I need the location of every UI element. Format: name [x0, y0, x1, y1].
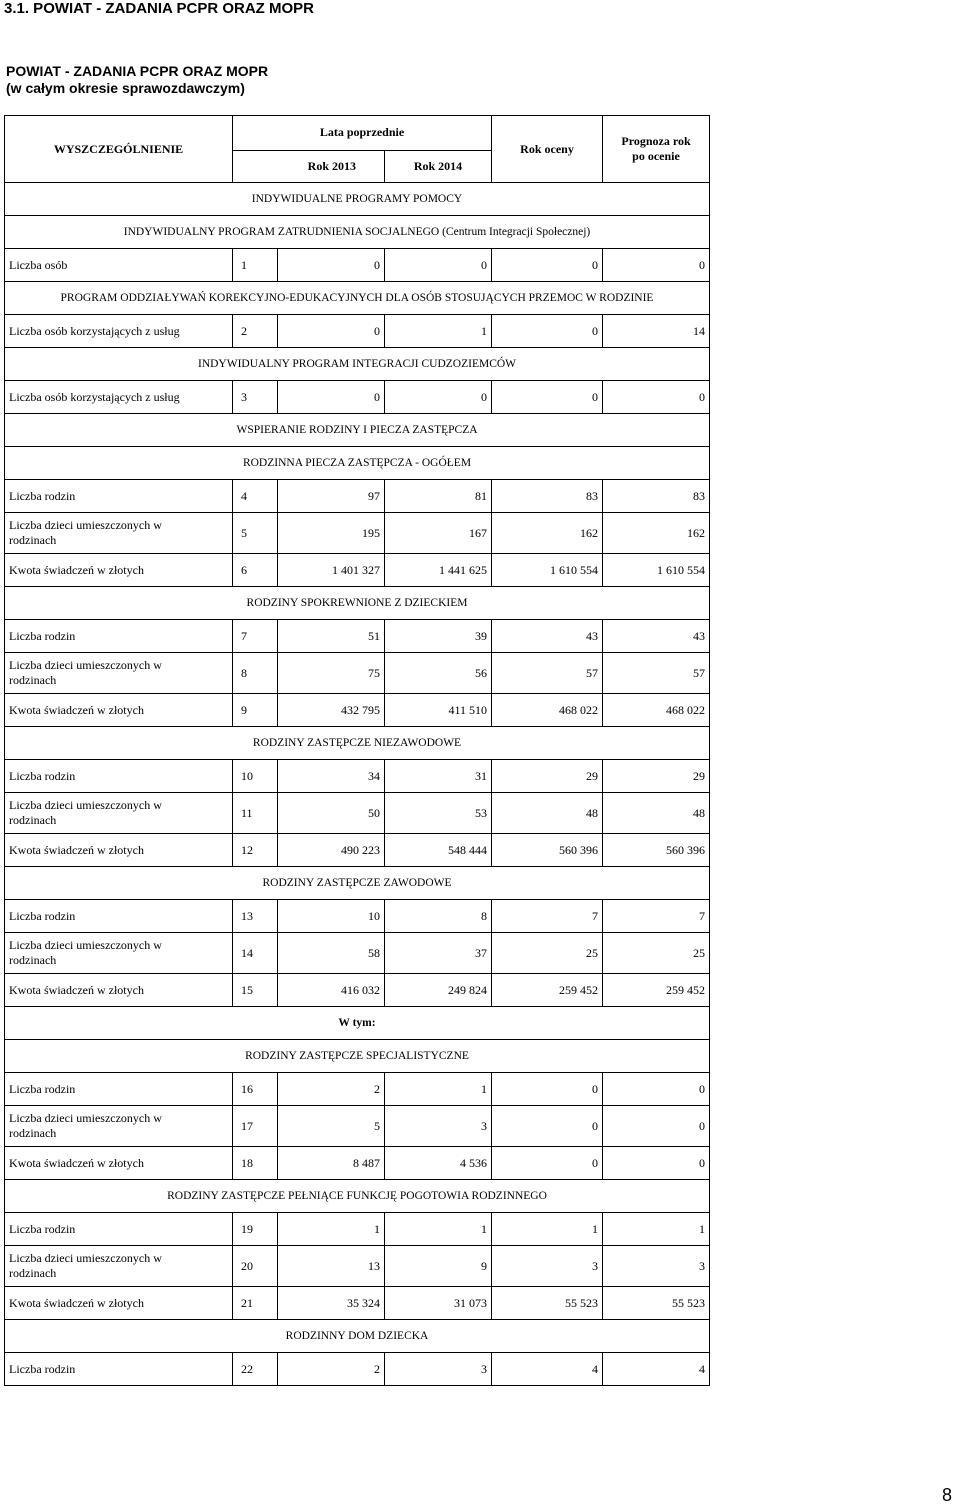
- section-title: RODZINY ZASTĘPCZE PEŁNIĄCE FUNKCJĘ POGOTOWIA RODZINNEGO: [5, 1180, 710, 1213]
- row-label: [5, 793, 233, 834]
- cell-v2: 8: [385, 900, 492, 933]
- row-label: Liczba rodzin: [5, 620, 233, 653]
- cell-v1: 1: [278, 1213, 385, 1246]
- report-table: [4, 115, 710, 1386]
- cell-v1: 97: [278, 480, 385, 513]
- row-label: Kwota świadczeń w złotych: [5, 694, 233, 727]
- section-title: W tym:: [5, 1007, 710, 1040]
- section-row: [5, 183, 710, 216]
- cell-v4: 14: [603, 315, 710, 348]
- cell-v1: 2: [278, 1073, 385, 1106]
- cell-v4: 0: [603, 1147, 710, 1180]
- row-index: 22: [233, 1353, 278, 1386]
- row-label: Liczba osób korzystających z usług: [5, 315, 233, 348]
- cell-v2: 53: [385, 793, 492, 834]
- cell-v2: 56: [385, 653, 492, 694]
- table-row: [5, 1287, 710, 1320]
- cell-v3: 468 022: [492, 694, 603, 727]
- cell-v4: 3: [603, 1246, 710, 1287]
- row-index: 10: [233, 760, 278, 793]
- row-index: 9: [233, 694, 278, 727]
- section-row: [5, 414, 710, 447]
- table-row: [5, 1106, 710, 1147]
- row-label: Liczba osób: [5, 249, 233, 282]
- row-index: 14: [233, 933, 278, 974]
- cell-v3: 25: [492, 933, 603, 974]
- row-index: 21: [233, 1287, 278, 1320]
- row-label-line1: Liczba dzieci umieszczonych w: [9, 798, 162, 812]
- section-title: RODZINY ZASTĘPCZE SPECJALISTYCZNE: [5, 1040, 710, 1073]
- table-row: [5, 1213, 710, 1246]
- table-row: [5, 1073, 710, 1106]
- row-label-line1: Liczba dzieci umieszczonych w: [9, 658, 162, 672]
- section-title: PROGRAM ODDZIAŁYWAŃ KOREKCYJNO-EDUKACYJNYCH DLA OSÓB STOSUJĄCYCH PRZEMOC W RODZINIE: [5, 282, 710, 315]
- row-label: [5, 1246, 233, 1287]
- cell-v3: 259 452: [492, 974, 603, 1007]
- cell-v1: 34: [278, 760, 385, 793]
- cell-v3: 0: [492, 249, 603, 282]
- row-index: 1: [233, 249, 278, 282]
- cell-v1: 195: [278, 513, 385, 554]
- cell-v1: 416 032: [278, 974, 385, 1007]
- cell-v2: 1: [385, 1213, 492, 1246]
- col-header-year1: Rok 2013: [233, 150, 385, 183]
- table-row: [5, 760, 710, 793]
- cell-v1: 35 324: [278, 1287, 385, 1320]
- row-label: Kwota świadczeń w złotych: [5, 554, 233, 587]
- row-index: 13: [233, 900, 278, 933]
- forecast-line2: po ocenie: [632, 149, 680, 163]
- row-label: Liczba rodzin: [5, 760, 233, 793]
- row-label-line1: Liczba dzieci umieszczonych w: [9, 1111, 162, 1125]
- section-title: INDYWIDUALNE PROGRAMY POMOCY: [5, 183, 710, 216]
- section-title: RODZINY ZASTĘPCZE NIEZAWODOWE: [5, 727, 710, 760]
- row-label-line1: Liczba dzieci umieszczonych w: [9, 938, 162, 952]
- section-title: RODZINNA PIECZA ZASTĘPCZA - OGÓŁEM: [5, 447, 710, 480]
- section-row: [5, 587, 710, 620]
- report-title: [6, 63, 268, 97]
- row-label: [5, 1106, 233, 1147]
- cell-v2: 167: [385, 513, 492, 554]
- cell-v2: 548 444: [385, 834, 492, 867]
- cell-v4: 25: [603, 933, 710, 974]
- table-row: [5, 480, 710, 513]
- row-label: Liczba rodzin: [5, 1353, 233, 1386]
- section-row: [5, 1180, 710, 1213]
- section-row: [5, 1320, 710, 1353]
- table-row: [5, 1353, 710, 1386]
- cell-v2: 9: [385, 1246, 492, 1287]
- row-index: 17: [233, 1106, 278, 1147]
- cell-v1: 2: [278, 1353, 385, 1386]
- cell-v2: 0: [385, 249, 492, 282]
- row-index: 4: [233, 480, 278, 513]
- section-row: [5, 348, 710, 381]
- section-title: RODZINY SPOKREWNIONE Z DZIECKIEM: [5, 587, 710, 620]
- row-label: Liczba rodzin: [5, 480, 233, 513]
- cell-v4: 1 610 554: [603, 554, 710, 587]
- row-label-line2: rodzinach: [9, 1126, 57, 1140]
- row-label: Liczba rodzin: [5, 1213, 233, 1246]
- cell-v1: 58: [278, 933, 385, 974]
- cell-v1: 50: [278, 793, 385, 834]
- report-title-line2: (w całym okresie sprawozdawczym): [6, 80, 245, 96]
- row-index: 7: [233, 620, 278, 653]
- section-row: [5, 216, 710, 249]
- section-title: RODZINNY DOM DZIECKA: [5, 1320, 710, 1353]
- cell-v2: 0: [385, 381, 492, 414]
- cell-v2: 249 824: [385, 974, 492, 1007]
- cell-v4: 560 396: [603, 834, 710, 867]
- cell-v3: 3: [492, 1246, 603, 1287]
- section-row: [5, 867, 710, 900]
- cell-v2: 31: [385, 760, 492, 793]
- section-row: [5, 282, 710, 315]
- cell-v1: 5: [278, 1106, 385, 1147]
- cell-v1: 490 223: [278, 834, 385, 867]
- cell-v4: 259 452: [603, 974, 710, 1007]
- row-index: 11: [233, 793, 278, 834]
- cell-v1: 75: [278, 653, 385, 694]
- row-label: Liczba rodzin: [5, 900, 233, 933]
- cell-v4: 0: [603, 1106, 710, 1147]
- cell-v4: 4: [603, 1353, 710, 1386]
- cell-v4: 29: [603, 760, 710, 793]
- row-index: 3: [233, 381, 278, 414]
- table-row: [5, 834, 710, 867]
- cell-v4: 0: [603, 249, 710, 282]
- cell-v4: 1: [603, 1213, 710, 1246]
- table-row: [5, 249, 710, 282]
- cell-v2: 1: [385, 315, 492, 348]
- row-label-line2: rodzinach: [9, 953, 57, 967]
- report-title-line1: POWIAT - ZADANIA PCPR ORAZ MOPR: [6, 63, 269, 79]
- row-index: 19: [233, 1213, 278, 1246]
- cell-v3: 7: [492, 900, 603, 933]
- cell-v4: 55 523: [603, 1287, 710, 1320]
- cell-v3: 43: [492, 620, 603, 653]
- col-header-forecast: [603, 116, 710, 183]
- cell-v1: 0: [278, 315, 385, 348]
- page-number: 8: [941, 1485, 952, 1505]
- cell-v4: 57: [603, 653, 710, 694]
- cell-v4: 48: [603, 793, 710, 834]
- cell-v2: 1: [385, 1073, 492, 1106]
- section-title: INDYWIDUALNY PROGRAM INTEGRACJI CUDZOZIEMCÓW: [5, 348, 710, 381]
- cell-v1: 1 401 327: [278, 554, 385, 587]
- cell-v4: 468 022: [603, 694, 710, 727]
- cell-v2: 31 073: [385, 1287, 492, 1320]
- row-label: [5, 513, 233, 554]
- cell-v3: 0: [492, 381, 603, 414]
- cell-v3: 0: [492, 1147, 603, 1180]
- table-row: [5, 974, 710, 1007]
- section-row: [5, 1007, 710, 1040]
- cell-v4: 43: [603, 620, 710, 653]
- cell-v3: 4: [492, 1353, 603, 1386]
- section-title: WSPIERANIE RODZINY I PIECZA ZASTĘPCZA: [5, 414, 710, 447]
- cell-v2: 37: [385, 933, 492, 974]
- row-index: 16: [233, 1073, 278, 1106]
- row-label: Kwota świadczeń w złotych: [5, 1147, 233, 1180]
- table-row: [5, 513, 710, 554]
- row-label: Kwota świadczeń w złotych: [5, 974, 233, 1007]
- cell-v2: 411 510: [385, 694, 492, 727]
- row-label-line2: rodzinach: [9, 1266, 57, 1280]
- row-index: 8: [233, 653, 278, 694]
- row-index: 20: [233, 1246, 278, 1287]
- cell-v1: 51: [278, 620, 385, 653]
- table-row: [5, 1147, 710, 1180]
- row-index: 15: [233, 974, 278, 1007]
- table-row: [5, 793, 710, 834]
- row-label: Kwota świadczeń w złotych: [5, 1287, 233, 1320]
- cell-v1: 0: [278, 249, 385, 282]
- row-label: [5, 933, 233, 974]
- cell-v3: 560 396: [492, 834, 603, 867]
- row-label-line1: Liczba dzieci umieszczonych w: [9, 1251, 162, 1265]
- cell-v3: 0: [492, 1106, 603, 1147]
- cell-v3: 83: [492, 480, 603, 513]
- section-title: RODZINY ZASTĘPCZE ZAWODOWE: [5, 867, 710, 900]
- table-row: [5, 554, 710, 587]
- table-row: [5, 694, 710, 727]
- header-row-1: [5, 116, 710, 151]
- cell-v1: 432 795: [278, 694, 385, 727]
- row-label: Liczba rodzin: [5, 1073, 233, 1106]
- section-row: [5, 727, 710, 760]
- table-row: [5, 653, 710, 694]
- table-row: [5, 381, 710, 414]
- cell-v2: 81: [385, 480, 492, 513]
- table-row: [5, 620, 710, 653]
- cell-v3: 57: [492, 653, 603, 694]
- row-label-line2: rodzinach: [9, 673, 57, 687]
- cell-v3: 1 610 554: [492, 554, 603, 587]
- cell-v1: 13: [278, 1246, 385, 1287]
- row-index: 12: [233, 834, 278, 867]
- table-row: [5, 933, 710, 974]
- cell-v1: 0: [278, 381, 385, 414]
- row-label: [5, 653, 233, 694]
- col-header-current: Rok oceny: [492, 116, 603, 183]
- cell-v2: 4 536: [385, 1147, 492, 1180]
- cell-v3: 48: [492, 793, 603, 834]
- forecast-line1: Prognoza rok: [621, 134, 691, 148]
- cell-v2: 3: [385, 1353, 492, 1386]
- table-row: [5, 900, 710, 933]
- section-heading: 3.1. POWIAT - ZADANIA PCPR ORAZ MOPR: [4, 0, 315, 17]
- section-title: INDYWIDUALNY PROGRAM ZATRUDNIENIA SOCJALNEGO (Centrum Integracji Społecznej): [5, 216, 710, 249]
- cell-v3: 162: [492, 513, 603, 554]
- table-row: [5, 1246, 710, 1287]
- row-label: Kwota świadczeń w złotych: [5, 834, 233, 867]
- row-index: 2: [233, 315, 278, 348]
- cell-v2: 39: [385, 620, 492, 653]
- cell-v3: 29: [492, 760, 603, 793]
- section-row: [5, 447, 710, 480]
- cell-v3: 1: [492, 1213, 603, 1246]
- cell-v2: 3: [385, 1106, 492, 1147]
- row-label: Liczba osób korzystających z usług: [5, 381, 233, 414]
- cell-v4: 0: [603, 1073, 710, 1106]
- row-index: 5: [233, 513, 278, 554]
- cell-v4: 7: [603, 900, 710, 933]
- row-label-line1: Liczba dzieci umieszczonych w: [9, 518, 162, 532]
- cell-v4: 83: [603, 480, 710, 513]
- cell-v3: 0: [492, 1073, 603, 1106]
- row-label-line2: rodzinach: [9, 533, 57, 547]
- cell-v3: 0: [492, 315, 603, 348]
- cell-v1: 10: [278, 900, 385, 933]
- col-header-year2: Rok 2014: [385, 150, 492, 183]
- cell-v1: 8 487: [278, 1147, 385, 1180]
- col-header-prev-years: Lata poprzednie: [233, 116, 492, 151]
- section-row: [5, 1040, 710, 1073]
- cell-v2: 1 441 625: [385, 554, 492, 587]
- row-label-line2: rodzinach: [9, 813, 57, 827]
- cell-v4: 0: [603, 381, 710, 414]
- row-index: 18: [233, 1147, 278, 1180]
- col-header-name: WYSZCZEGÓLNIENIE: [5, 116, 233, 183]
- cell-v4: 162: [603, 513, 710, 554]
- table-row: [5, 315, 710, 348]
- cell-v3: 55 523: [492, 1287, 603, 1320]
- row-index: 6: [233, 554, 278, 587]
